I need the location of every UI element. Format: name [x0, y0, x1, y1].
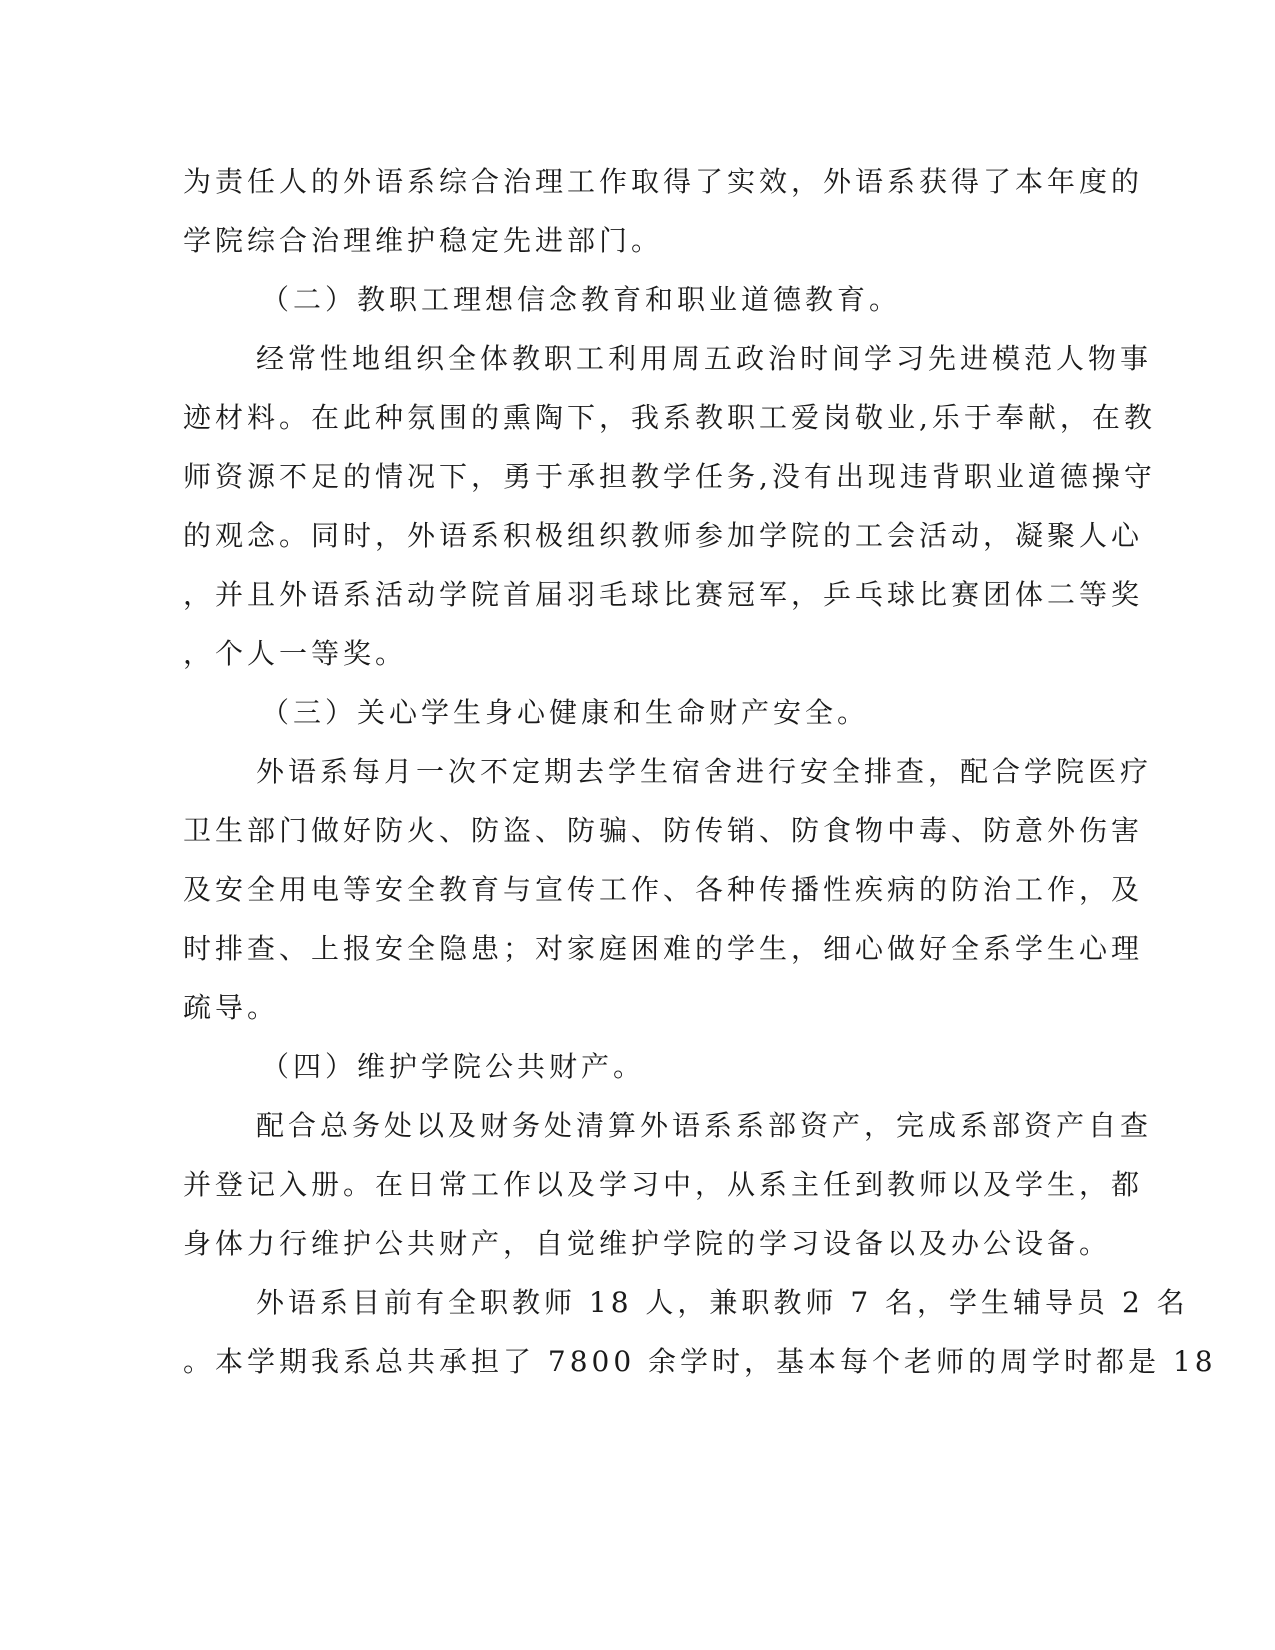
- text-line: ，个人一等奖。: [183, 637, 408, 670]
- text-line: 身体力行维护公共财产，自觉维护学院的学习设备以及办公设备。: [183, 1227, 1112, 1260]
- text-line: 学院综合治理维护稳定先进部门。: [183, 224, 664, 257]
- body-text: [183, 160, 1217, 1399]
- text-line: 迹材料。在此种氛围的熏陶下，我系教职工爱岗敬业,乐于奉献，在教: [183, 401, 1156, 434]
- section-heading-3: （三）关心学生身心健康和生命财产安全。: [261, 696, 870, 729]
- section-heading-4: （四）维护学院公共财产。: [261, 1050, 646, 1083]
- text-line: 卫生部门做好防火、防盗、防骗、防传销、防食物中毒、防意外伤害: [183, 814, 1144, 847]
- paragraph-start: 外语系目前有全职教师 18 人，兼职教师 7 名，学生辅导员 2 名: [256, 1286, 1189, 1319]
- text-line: 及安全用电等安全教育与宣传工作、各种传播性疾病的防治工作，及: [183, 873, 1144, 906]
- section-heading-2: （二）教职工理想信念教育和职业道德教育。: [261, 283, 902, 316]
- text-line: 的观念。同时，外语系积极组织教师参加学院的工会活动，凝聚人心: [183, 519, 1144, 552]
- text-line: 并登记入册。在日常工作以及学习中，从系主任到教师以及学生，都: [183, 1168, 1144, 1201]
- text-line: ，并且外语系活动学院首届羽毛球比赛冠军，乒乓球比赛团体二等奖: [183, 578, 1144, 611]
- paragraph-start: 经常性地组织全体教职工利用周五政治时间学习先进模范人物事: [256, 342, 1153, 375]
- text-line: 为责任人的外语系综合治理工作取得了实效，外语系获得了本年度的: [183, 165, 1144, 198]
- text-line: 。本学期我系总共承担了 7800 余学时，基本每个老师的周学时都是 18: [183, 1345, 1217, 1378]
- text-line: 时排查、上报安全隐患；对家庭困难的学生，细心做好全系学生心理: [183, 932, 1144, 965]
- text-line: 疏导。: [183, 991, 280, 1024]
- paragraph-start: 配合总务处以及财务处清算外语系系部资产，完成系部资产自查: [256, 1109, 1153, 1142]
- text-line: 师资源不足的情况下，勇于承担教学任务,没有出现违背职业道德操守: [183, 460, 1156, 493]
- paragraph-start: 外语系每月一次不定期去学生宿舍进行安全排查，配合学院医疗: [256, 755, 1153, 788]
